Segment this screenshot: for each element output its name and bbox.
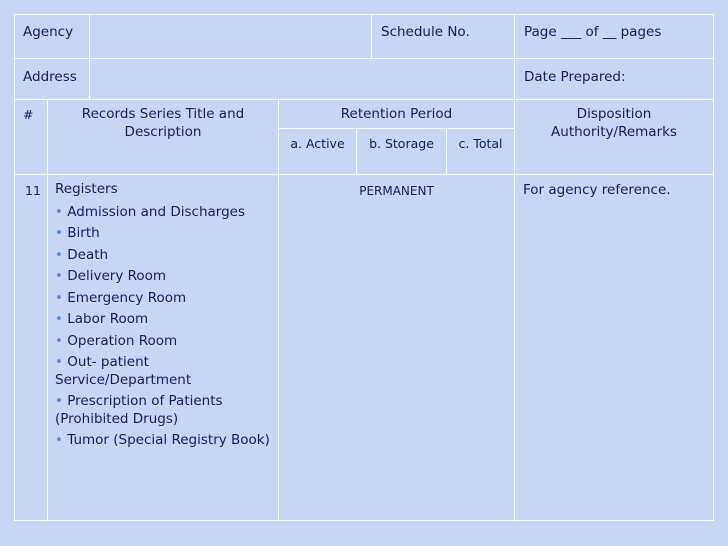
disposition-header-cell: [515, 100, 714, 175]
retention-header-cell: [279, 100, 515, 129]
records-list-item: [55, 268, 274, 286]
number-header: #: [23, 107, 34, 122]
page-count-cell: [515, 14, 714, 59]
records-list-item-text: Death: [67, 246, 109, 263]
records-list-item: [55, 290, 274, 308]
records-list-item-text: Labor Room: [67, 311, 149, 327]
storage-header-cell: [357, 129, 447, 175]
row-number-cell: [14, 175, 48, 521]
records-list-item-text: Delivery Room: [67, 268, 167, 284]
remarks-value: For agency reference.: [523, 182, 671, 198]
disposition-header: Disposition Authority/Remarks: [551, 106, 677, 140]
records-title: Registers: [55, 181, 118, 197]
records-list-item: [55, 311, 274, 329]
retention-cell: [279, 175, 515, 521]
records-list-item-text: Birth: [67, 225, 100, 241]
records-list: [55, 204, 274, 450]
agency-label-cell: [14, 14, 90, 59]
storage-header: b. Storage: [369, 136, 434, 151]
bullet-icon: •: [55, 203, 68, 220]
schedule-label-cell: [372, 14, 515, 59]
schedule-label: Schedule No.: [381, 24, 470, 40]
records-header: Records Series Title and Description: [81, 106, 245, 140]
bullet-icon: •: [55, 246, 68, 263]
agency-field[interactable]: [90, 14, 372, 59]
records-list-item-text: Admission and Discharges: [67, 203, 246, 220]
total-header-cell: [447, 129, 515, 175]
date-prepared-cell: [515, 59, 714, 100]
records-list-item: [55, 204, 274, 222]
records-list-item-text: Emergency Room: [67, 289, 187, 306]
bullet-icon: •: [55, 432, 68, 448]
bullet-icon: •: [55, 332, 68, 349]
records-list-item: [55, 333, 274, 351]
row-number: 11: [25, 183, 41, 198]
date-prepared-label: Date Prepared:: [524, 69, 626, 85]
bullet-icon: •: [55, 311, 68, 327]
records-list-item: [55, 225, 274, 243]
bullet-icon: •: [55, 393, 68, 409]
bullet-icon: •: [55, 225, 68, 241]
records-list-item: [55, 432, 274, 450]
retention-header: Retention Period: [340, 106, 453, 122]
number-header-cell: [14, 100, 48, 175]
records-list-item: [55, 247, 274, 265]
records-cell: [48, 175, 279, 521]
active-header: a. Active: [290, 136, 345, 151]
records-list-item-text: Prescription of Patients (Prohibited Drugs): [55, 393, 223, 427]
records-list-item: [55, 354, 274, 389]
bullet-icon: •: [55, 354, 68, 370]
records-list-item: [55, 393, 274, 428]
address-label: Address: [23, 69, 77, 85]
address-field[interactable]: [90, 59, 515, 100]
records-list-item-text: Tumor (Special Registry Book): [67, 432, 270, 448]
remarks-cell: [515, 175, 714, 521]
bullet-icon: •: [55, 289, 68, 306]
page-count-label: Page ___ of __ pages: [524, 24, 662, 40]
bullet-icon: •: [55, 268, 68, 284]
records-header-cell: [48, 100, 279, 175]
total-header: c. Total: [458, 136, 503, 151]
address-label-cell: [14, 59, 90, 100]
active-header-cell: [279, 129, 357, 175]
agency-label: Agency: [23, 24, 74, 40]
records-list-item-text: Out- patient Service/Department: [55, 354, 192, 388]
retention-value: PERMANENT: [359, 184, 434, 198]
records-list-item-text: Operation Room: [67, 332, 178, 349]
